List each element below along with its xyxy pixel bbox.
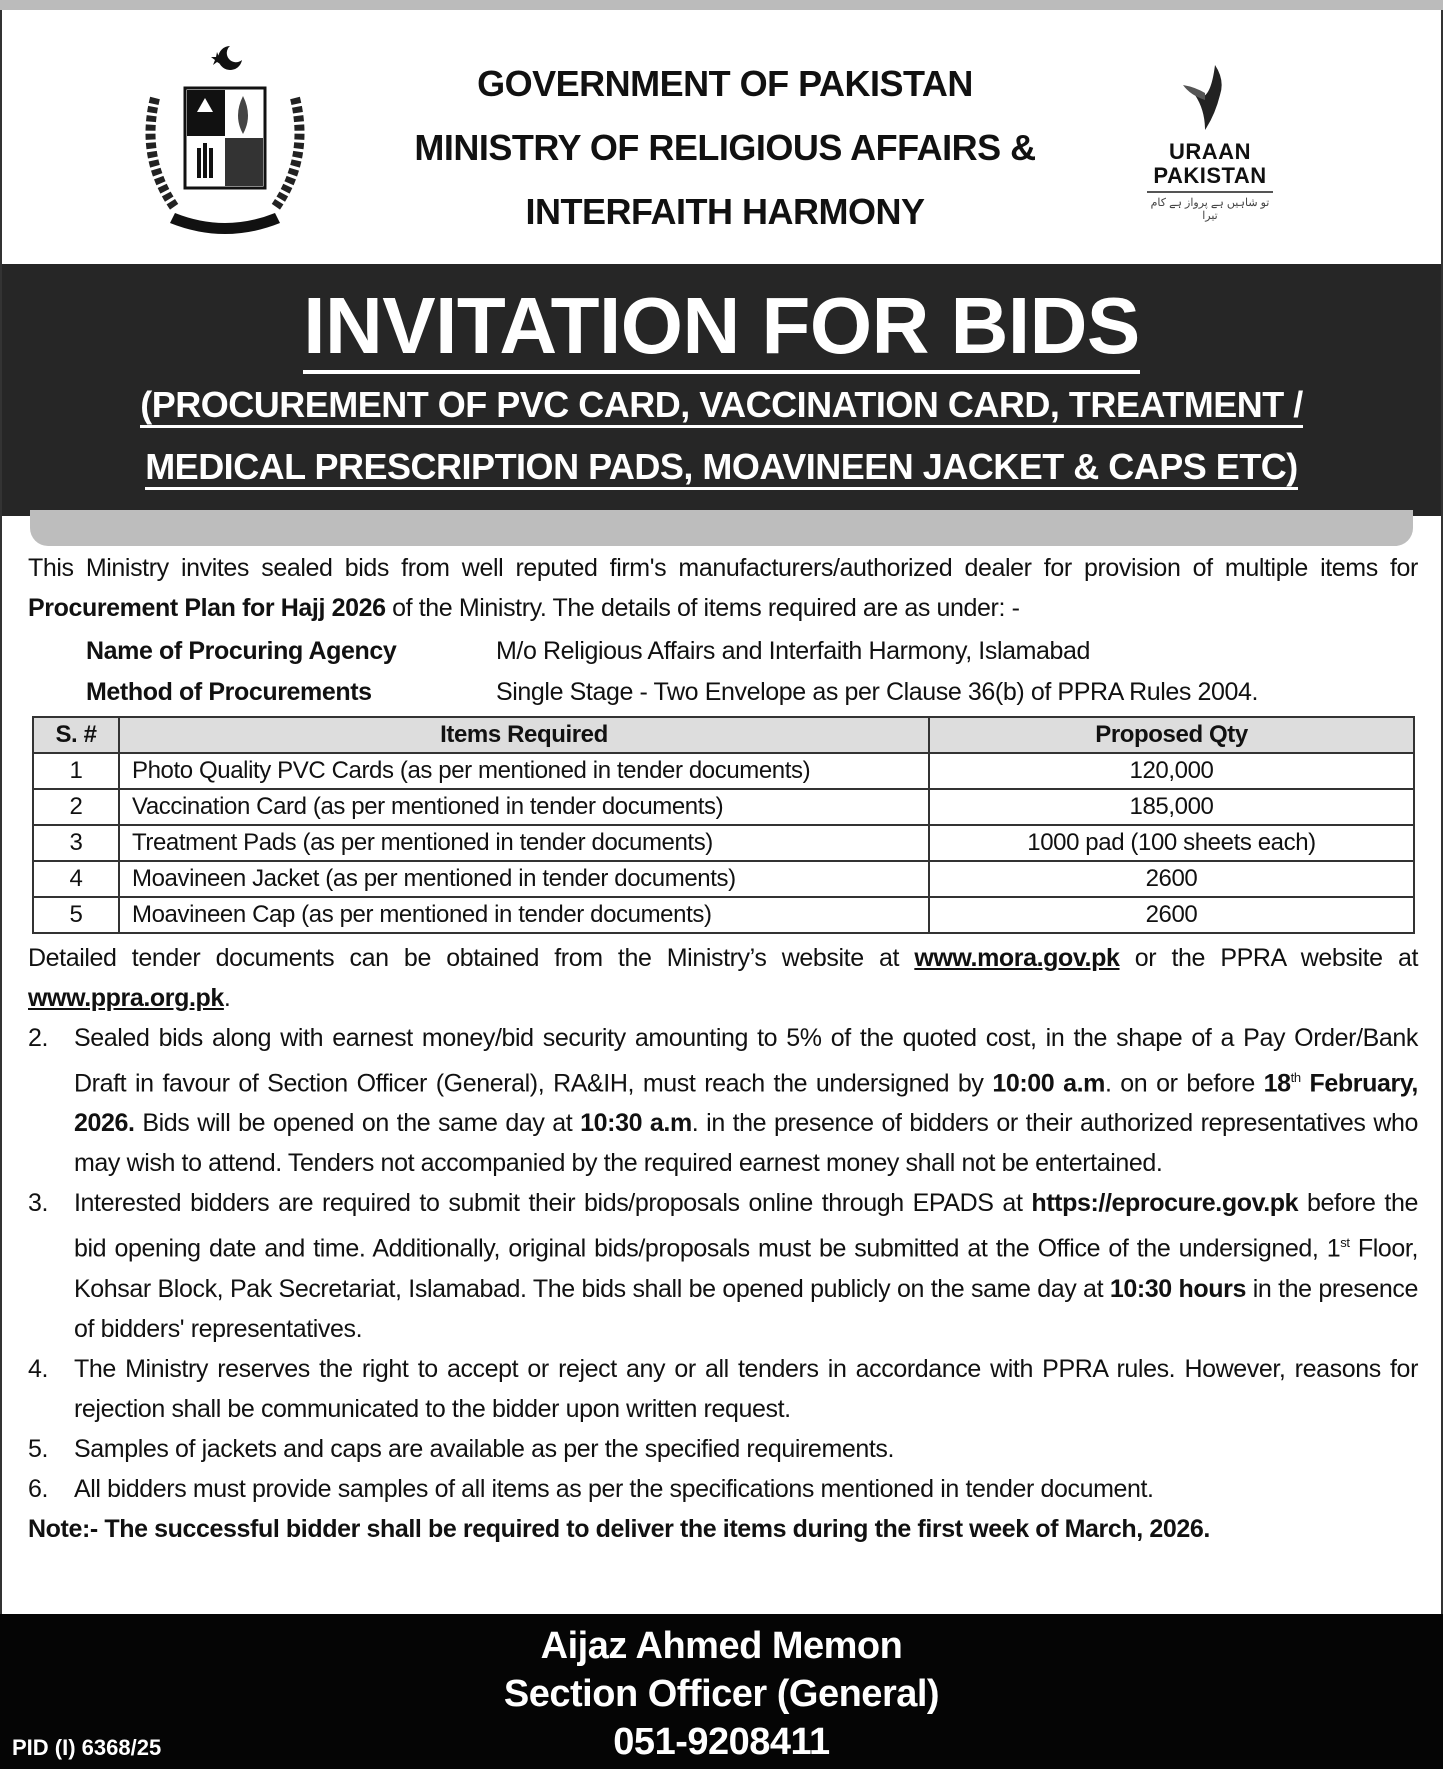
docs-text: Detailed tender documents can be obtained from the Ministry’s website at	[28, 944, 915, 972]
deadline-time: 10:00 a.m	[992, 1069, 1105, 1098]
intro-bold: Procurement Plan for Hajj 2026	[28, 594, 386, 622]
method-value: Single Stage - Two Envelope as per Clause 36(b) of PPRA Rules 2004.	[496, 678, 1259, 706]
cell-item: Moavineen Jacket (as per mentioned in tender documents)	[119, 861, 929, 897]
cell-sno: 4	[33, 861, 119, 897]
point-number: 5.	[28, 1434, 49, 1463]
cell-item: Moavineen Cap (as per mentioned in tender documents)	[119, 897, 929, 933]
header-line-1: GOVERNMENT OF PAKISTAN	[477, 63, 973, 104]
col-items: Items Required	[119, 717, 929, 753]
cell-item: Photo Quality PVC Cards (as per mentioned in tender documents)	[119, 753, 929, 789]
point-5	[28, 1429, 1418, 1469]
documents-paragraph	[28, 938, 1418, 1018]
point-text: before the bid opening date and time. Additionally, original bids/proposals must be submitted at the Office of the undersigned, 1	[74, 1189, 1418, 1263]
cell-qty: 1000 pad (100 sheets each)	[929, 825, 1414, 861]
point-4	[28, 1349, 1418, 1429]
point-number: 2.	[28, 1024, 49, 1052]
col-qty: Proposed Qty	[929, 717, 1414, 753]
banner-subtitle-1: (PROCUREMENT OF PVC CARD, VACCINATION CARD, TREATMENT /	[140, 384, 1302, 428]
state-emblem-icon	[135, 38, 315, 238]
officer-phone: 051-9208411	[613, 1721, 830, 1763]
method-label: Method of Procurements	[86, 678, 372, 706]
ordinal-suffix: th	[1290, 1070, 1301, 1085]
body-content	[28, 548, 1418, 1549]
cell-sno: 3	[33, 825, 119, 861]
pakistan-text: PAKISTAN	[1153, 163, 1267, 188]
table-row	[33, 789, 1414, 825]
title-banner	[2, 264, 1441, 516]
point-text: All bidders must provide samples of all items as per the specifications mentioned in tender document.	[74, 1474, 1154, 1503]
point-2	[28, 1018, 1418, 1183]
officer-name: Aijaz Ahmed Memon	[540, 1625, 903, 1667]
point-text: Bids will be opened on the same day at	[134, 1109, 581, 1138]
top-strip	[0, 0, 1443, 10]
agency-value: M/o Religious Affairs and Interfaith Harmony, Islamabad	[496, 637, 1091, 665]
signature-block	[0, 1614, 1443, 1769]
agency-label: Name of Procuring Agency	[86, 637, 397, 665]
opening-time: 10:30 a.m	[580, 1109, 692, 1138]
urdu-tagline: تو شاہیں ہے پرواز ہے کام تیرا	[1147, 191, 1273, 222]
point-text: Sealed bids along with earnest money/bid security amounting to 5% of the quoted cost, in the shape of a Pay Order/Bank Draft in favour of Section Officer (General), RA&IH, must reach the undersigned by	[74, 1024, 1418, 1098]
docs-text-3: .	[223, 984, 231, 1012]
table-row	[33, 861, 1414, 897]
intro-text-2: of the Ministry. The details of items required are as under: -	[385, 594, 1020, 622]
col-sno: S. #	[33, 717, 119, 753]
opening-hours: 10:30 hours	[1109, 1274, 1246, 1303]
point-text: Samples of jackets and caps are available as per the specified requirements.	[74, 1434, 895, 1463]
header-line-2: MINISTRY OF RELIGIOUS AFFAIRS &	[414, 127, 1036, 168]
point-text: Floor, Kohsar Block, Pak Secretariat, Islamabad. The bids shall be opened publicly on the same day at	[74, 1234, 1418, 1303]
bird-icon	[1175, 60, 1245, 135]
point-number: 3.	[28, 1189, 49, 1218]
header-line-3: INTERFAITH HARMONY	[525, 191, 925, 232]
cell-sno: 2	[33, 789, 119, 825]
deadline-day: 18	[1263, 1069, 1291, 1098]
point-text: . in the presence of bidders or their authorized representatives who may wish to attend. Tenders not accompanied by the required earnest money shall not be entertained.	[74, 1109, 1418, 1178]
cell-sno: 1	[33, 753, 119, 789]
cell-qty: 2600	[929, 861, 1414, 897]
point-text: Interested bidders are required to submit their bids/proposals online through EPADS at	[74, 1189, 1032, 1218]
table-row	[33, 897, 1414, 933]
cell-qty: 185,000	[929, 789, 1414, 825]
header-titles	[325, 52, 1125, 244]
banner-subtitle-2: MEDICAL PRESCRIPTION PADS, MOAVINEEN JACKET & CAPS ETC)	[145, 446, 1298, 490]
banner-title: INVITATION FOR BIDS	[303, 281, 1139, 374]
delivery-note: Note:- The successful bidder shall be required to deliver the items during the first week of March, 2026.	[28, 1514, 1210, 1543]
agency-row	[28, 628, 1418, 674]
eprocure-link[interactable]: https://eprocure.gov.pk	[1031, 1189, 1299, 1218]
point-number: 4.	[28, 1354, 49, 1383]
mora-website-link[interactable]: www.mora.gov.pk	[914, 944, 1120, 972]
cell-item: Vaccination Card (as per mentioned in tender documents)	[119, 789, 929, 825]
point-text: in the presence of bidders' representatives.	[74, 1274, 1418, 1343]
pid-number: PID (I) 6368/25	[12, 1735, 162, 1760]
docs-text-2: or the PPRA website at	[1119, 944, 1418, 972]
point-number: 6.	[28, 1474, 49, 1503]
banner-shadow	[30, 510, 1413, 546]
uraan-text: URAAN	[1169, 139, 1251, 164]
ppra-website-link[interactable]: www.ppra.org.pk	[28, 984, 224, 1012]
intro-text: This Ministry invites sealed bids from well reputed firm's manufacturers/authorized dealer for provision of multiple items for	[28, 554, 1418, 582]
cell-item: Treatment Pads (as per mentioned in tender documents)	[119, 825, 929, 861]
ordinal-suffix: st	[1340, 1235, 1350, 1251]
cell-sno: 5	[33, 897, 119, 933]
deadline-month: February, 2026.	[74, 1069, 1418, 1138]
table-row	[33, 753, 1414, 789]
cell-qty: 2600	[929, 897, 1414, 933]
officer-designation: Section Officer (General)	[503, 1673, 940, 1715]
point-text: . on or before	[1104, 1069, 1264, 1098]
items-table	[32, 716, 1415, 934]
method-row	[28, 674, 1418, 710]
point-text: The Ministry reserves the right to accept or reject any or all tenders in accordance with PPRA rules. However, reasons for rejection shall be communicated to the bidder upon written request.	[74, 1354, 1418, 1423]
point-6	[28, 1469, 1418, 1509]
intro-paragraph	[28, 548, 1418, 628]
table-row	[33, 825, 1414, 861]
point-3	[28, 1183, 1418, 1348]
uraan-pakistan-logo	[1135, 60, 1285, 220]
cell-qty: 120,000	[929, 753, 1414, 789]
